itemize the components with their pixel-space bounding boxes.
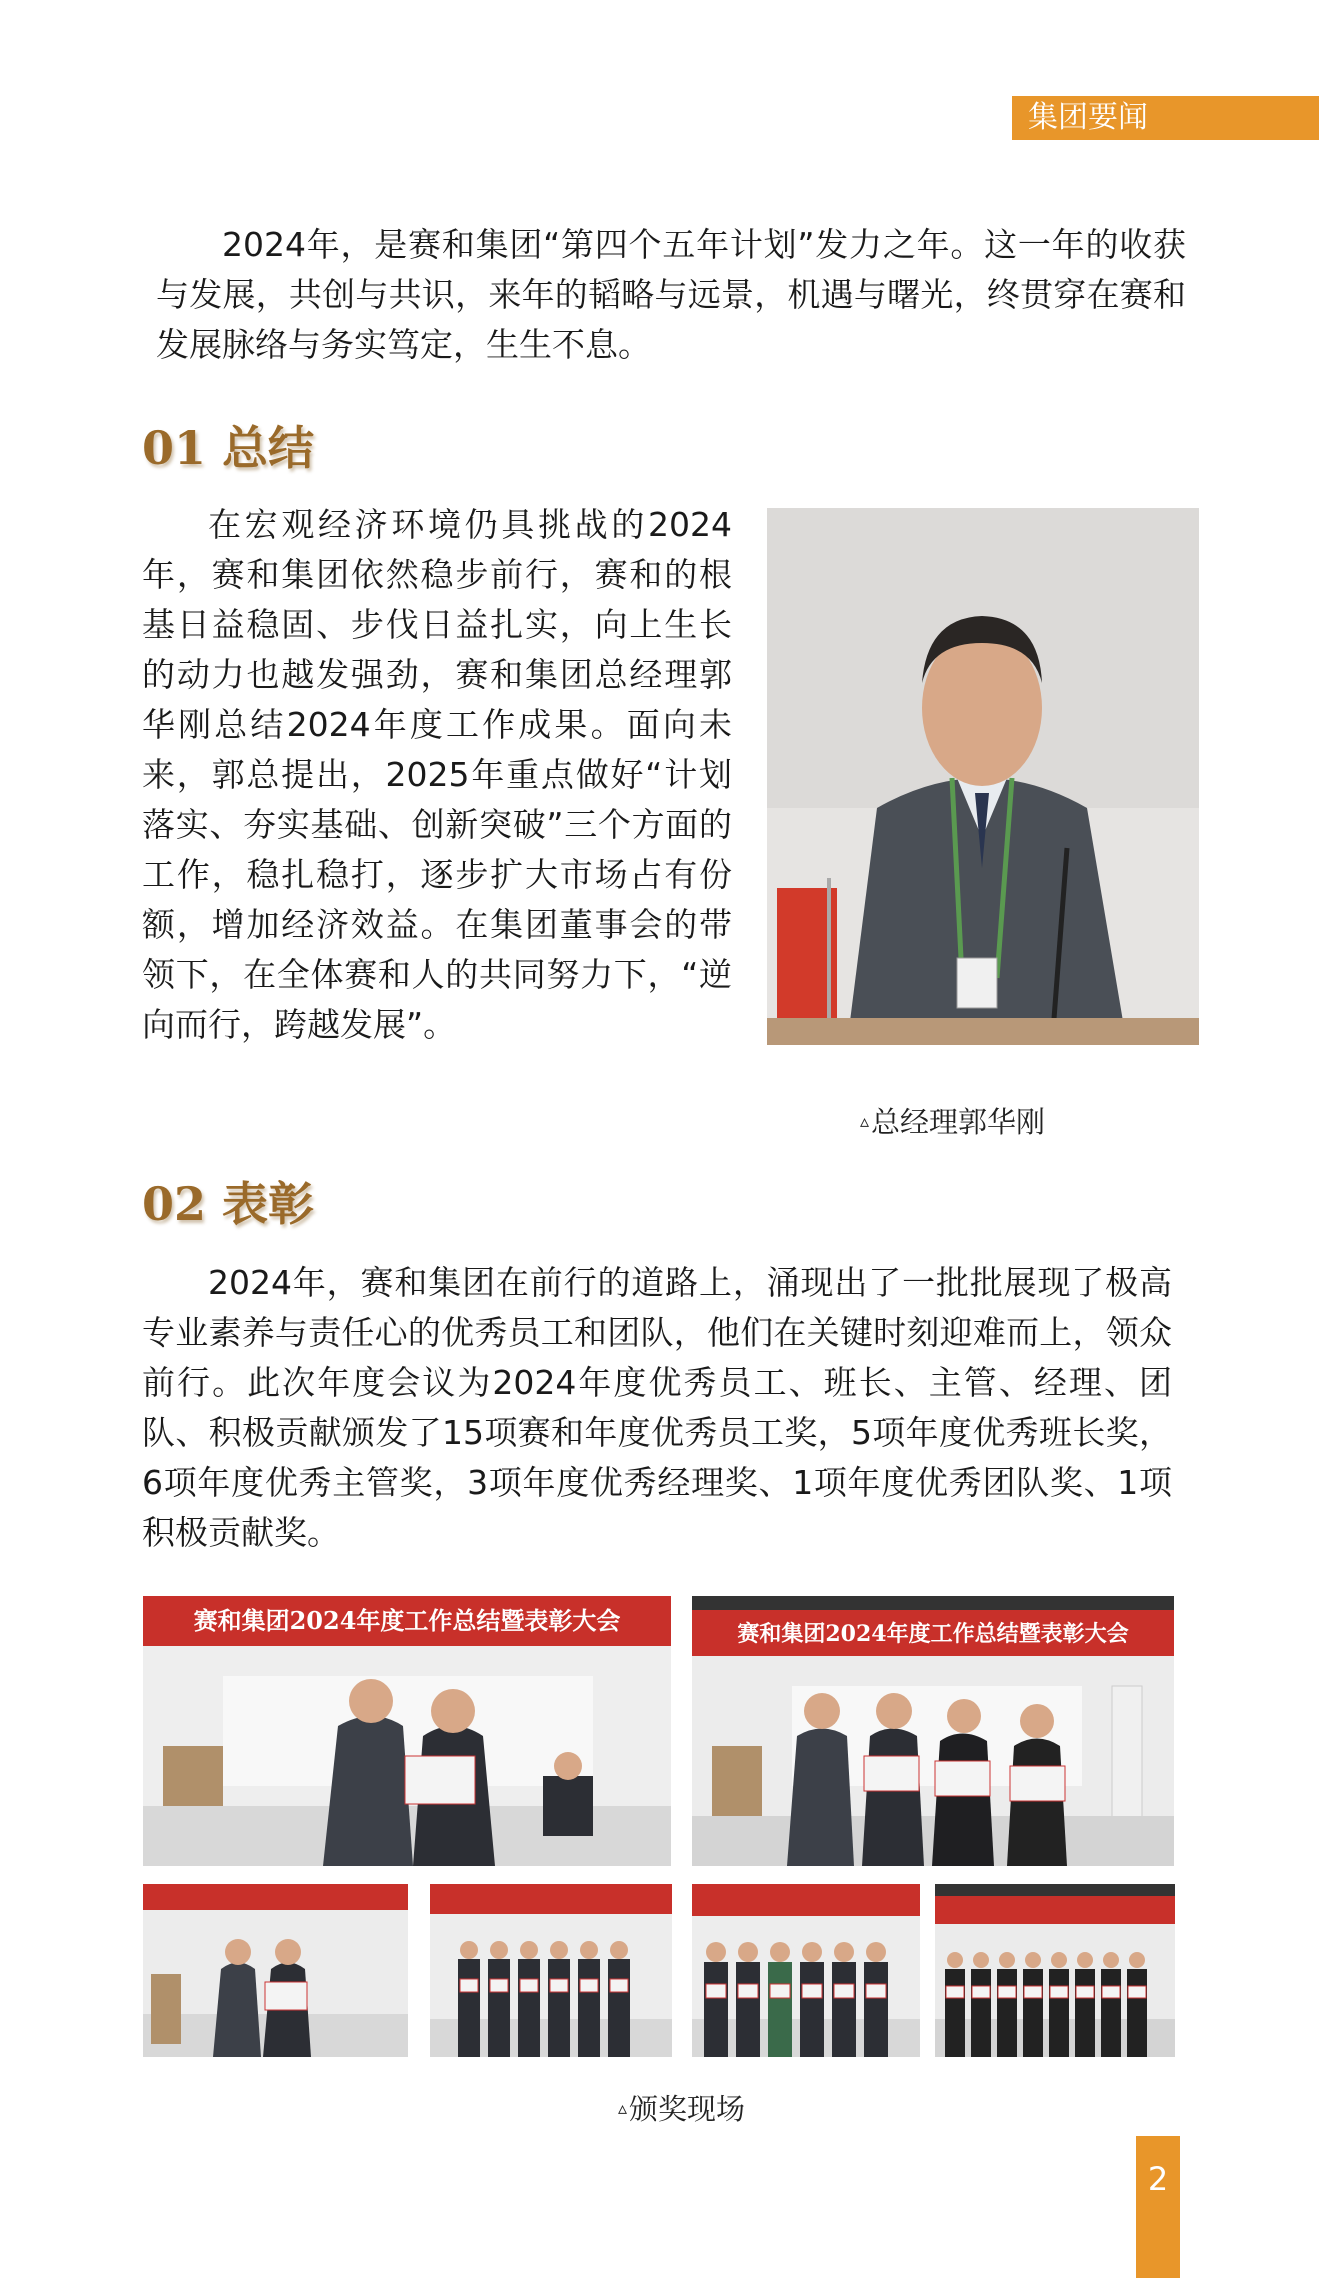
award-photo-1 bbox=[143, 1596, 671, 1866]
award-photo-5 bbox=[692, 1884, 920, 2057]
awards-caption-text: 颁奖现场 bbox=[629, 2092, 746, 2126]
triangle-icon: ▵ bbox=[618, 2098, 628, 2119]
section-heading-summary: 01 总结 bbox=[142, 421, 315, 475]
award-photo-4 bbox=[430, 1884, 672, 2057]
banner-text: 赛和集团2024年度工作总结暨表彰大会 bbox=[193, 1606, 621, 1635]
awards-caption bbox=[618, 2087, 745, 2128]
summary-paragraph: 在宏观经济环境仍具挑战的2024年，赛和集团依然稳步前行，赛和的根基日益稳固、步伐日益扎实，向上生长的动力也越发强劲，赛和集团总经理郭华刚总结2024年度工作成果。面向未来，郭总提出，2025年重点做好“计划落实、夯实基础、创新突破”三个方面的工作，稳扎稳打，逐步扩大市场占有份额，增加经济效益。在集团董事会的带领下，在全体赛和人的共同努力下，“逆向而行，跨越发展”。 bbox=[142, 505, 732, 1044]
award-photo-6 bbox=[935, 1884, 1175, 2057]
speaker-caption-text: 总经理郭华刚 bbox=[871, 1105, 1046, 1139]
speaker-photo bbox=[767, 508, 1199, 1045]
awards-paragraph: 2024年，赛和集团在前行的道路上，涌现出了一批批展现了极高专业素养与责任心的优秀员工和团队，他们在关键时刻迎难而上，领众前行。此次年度会议为2024年度优秀员工、班长、主管、经理、团队、积极贡献颁发了15项赛和年度优秀员工奖，5项年度优秀班长奖，6项年度优秀主管奖，3项年度优秀经理奖、1项年度优秀团队奖、1项积极贡献奖。 bbox=[142, 1263, 1172, 1552]
triangle-icon: ▵ bbox=[860, 1111, 870, 1132]
award-photo-3 bbox=[143, 1884, 408, 2057]
section-heading-awards: 02 表彰 bbox=[142, 1177, 315, 1231]
banner-text: 赛和集团2024年度工作总结暨表彰大会 bbox=[737, 1621, 1129, 1647]
page-number: 2 bbox=[1136, 2136, 1180, 2278]
speaker-caption bbox=[860, 1100, 1045, 1141]
award-photo-2 bbox=[692, 1596, 1174, 1866]
intro-paragraph: 2024年，是赛和集团“第四个五年计划”发力之年。这一年的收获与发展，共创与共识，来年的韬略与远景，机遇与曙光，终贯穿在赛和发展脉络与务实笃定，生生不息。 bbox=[156, 225, 1186, 364]
section-tag: 集团要闻 bbox=[1012, 96, 1319, 140]
